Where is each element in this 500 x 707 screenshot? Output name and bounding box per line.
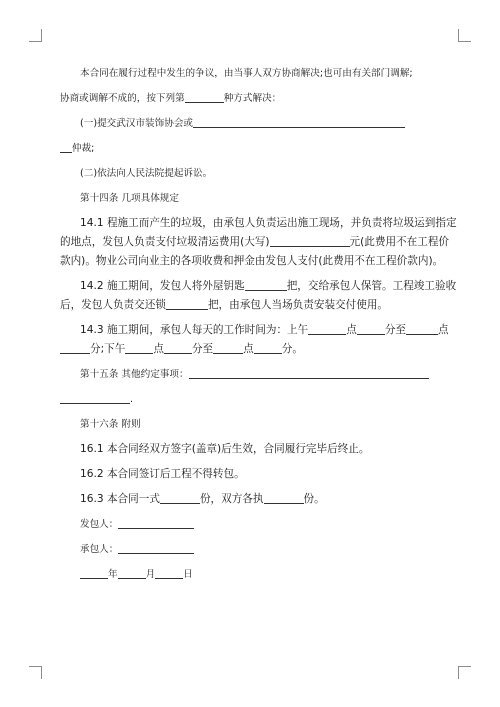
text: 发包人： — [80, 519, 119, 530]
text: 把，由承包人当场负责安装交付使用。 — [207, 299, 389, 311]
text: 把，交给承包人保管。工程竣工验收 — [286, 280, 457, 292]
dispute-line-1 — [60, 64, 440, 83]
blank-am-start-hour[interactable] — [308, 324, 346, 335]
article-16-heading — [60, 415, 440, 434]
clause-14-3-line-1 — [60, 321, 449, 340]
clause-14-1-line-2 — [60, 233, 450, 252]
text: 仲裁; — [72, 143, 95, 154]
text: 后，发包人负责交还锁 — [60, 299, 166, 311]
text: 本合同在履行过程中发生的争议，由当事人双方协商解决;也可由有关部门调解; — [80, 68, 413, 79]
crop-mark-top-right — [458, 29, 471, 42]
text: 月 — [145, 569, 156, 580]
clause-16-1 — [60, 440, 440, 459]
blank-method-number[interactable] — [185, 92, 224, 103]
article-15-line-1 — [60, 365, 440, 384]
text: 第十六条 附则 — [80, 419, 141, 430]
text: 14.2 施工期间，发包人将外屋钥匙 — [80, 280, 245, 292]
text: 16.2 本合同签订后工程不得转包。 — [80, 468, 245, 480]
clause-14-1-line-1 — [60, 214, 457, 233]
blank-day[interactable] — [155, 568, 183, 579]
blank-key-count[interactable] — [245, 280, 287, 291]
blank-arbitration-cont[interactable] — [60, 142, 72, 153]
blank-pm-end-minute[interactable] — [254, 343, 282, 354]
text: 份。 — [303, 493, 325, 505]
text: 第十五条 其他约定事项： — [80, 369, 189, 380]
text: 点 — [346, 324, 357, 336]
option-lawsuit — [60, 164, 440, 183]
blank-cleanup-fee[interactable] — [270, 236, 350, 247]
text: 分;下午 — [90, 343, 126, 355]
clause-14-3-line-2 — [60, 340, 440, 359]
blank-pm-start-hour[interactable] — [125, 343, 153, 354]
text: . — [130, 394, 134, 405]
blank-contractor-signature[interactable] — [118, 543, 194, 554]
article-15-line-2 — [60, 390, 440, 409]
blank-am-start-minute[interactable] — [357, 324, 385, 335]
blank-employer-signature[interactable] — [118, 518, 194, 529]
blank-pm-end-hour[interactable] — [213, 343, 243, 354]
text: 元(此费用不在工程价 — [349, 236, 450, 248]
crop-mark-top-left — [29, 29, 42, 42]
clause-16-3 — [60, 490, 440, 509]
option-arbitration-line-2 — [60, 139, 440, 158]
dispute-line-2 — [60, 89, 440, 108]
clause-16-2 — [60, 465, 440, 484]
blank-arbitration-body[interactable] — [193, 117, 405, 128]
text: 14.3 施工期间，承包人每天的工作时间为：上午 — [80, 324, 309, 336]
text: (一)提交武汉市装饰协会或 — [80, 118, 194, 129]
text: 日 — [183, 569, 193, 580]
text: 年 — [108, 569, 118, 580]
article-14-heading — [60, 189, 440, 208]
text: 承包人： — [80, 544, 119, 555]
blank-month[interactable] — [118, 568, 146, 579]
signature-contractor — [60, 540, 440, 559]
text: 协商或调解不成的，按下列第 — [60, 93, 185, 104]
blank-pm-start-minute[interactable] — [164, 343, 192, 354]
text: 16.3 本合同一式 — [80, 493, 160, 505]
text: 点 — [438, 324, 449, 336]
text: 点 — [243, 343, 254, 355]
text: 的地点，发包人负责支付垃圾清运费用(大写) — [60, 236, 270, 248]
text: 种方式解决： — [223, 93, 282, 104]
blank-lock-count[interactable] — [166, 299, 208, 310]
clause-14-2-line-2 — [60, 296, 440, 315]
blank-copy-total[interactable] — [160, 493, 200, 504]
crop-mark-bottom-right — [458, 666, 471, 679]
text: 14.1 程施工而产生的垃圾，由承包人负责运出施工现场，并负责将垃圾运到指定 — [80, 217, 457, 229]
clause-14-1-line-3 — [60, 252, 444, 271]
text: 分至 — [191, 343, 214, 355]
blank-other-terms-cont[interactable] — [60, 393, 130, 404]
blank-copy-each[interactable] — [264, 493, 304, 504]
text: 分至 — [384, 324, 407, 336]
signature-employer — [60, 515, 440, 534]
option-arbitration-line-1 — [60, 114, 440, 133]
blank-am-end-minute[interactable] — [60, 343, 90, 354]
text: 分。 — [281, 343, 303, 355]
blank-other-terms[interactable] — [189, 368, 429, 379]
document-body — [60, 64, 457, 584]
text: 款内)。物业公司向业主的各项收费和押金由发包人支付(此费用不在工程价款内)。 — [60, 255, 444, 267]
text: 点 — [153, 343, 164, 355]
text: 第十四条 几项具体规定 — [80, 193, 179, 204]
clause-14-2-line-1 — [60, 277, 457, 296]
crop-mark-bottom-left — [29, 666, 42, 679]
text: 份，双方各执 — [199, 493, 264, 505]
blank-year[interactable] — [80, 568, 108, 579]
text: 16.1 本合同经双方签字(盖章)后生效，合同履行完毕后终止。 — [80, 443, 370, 455]
blank-am-end-hour[interactable] — [406, 324, 438, 335]
text: (二)依法向人民法院提起诉讼。 — [80, 168, 213, 179]
signing-date — [60, 565, 440, 584]
